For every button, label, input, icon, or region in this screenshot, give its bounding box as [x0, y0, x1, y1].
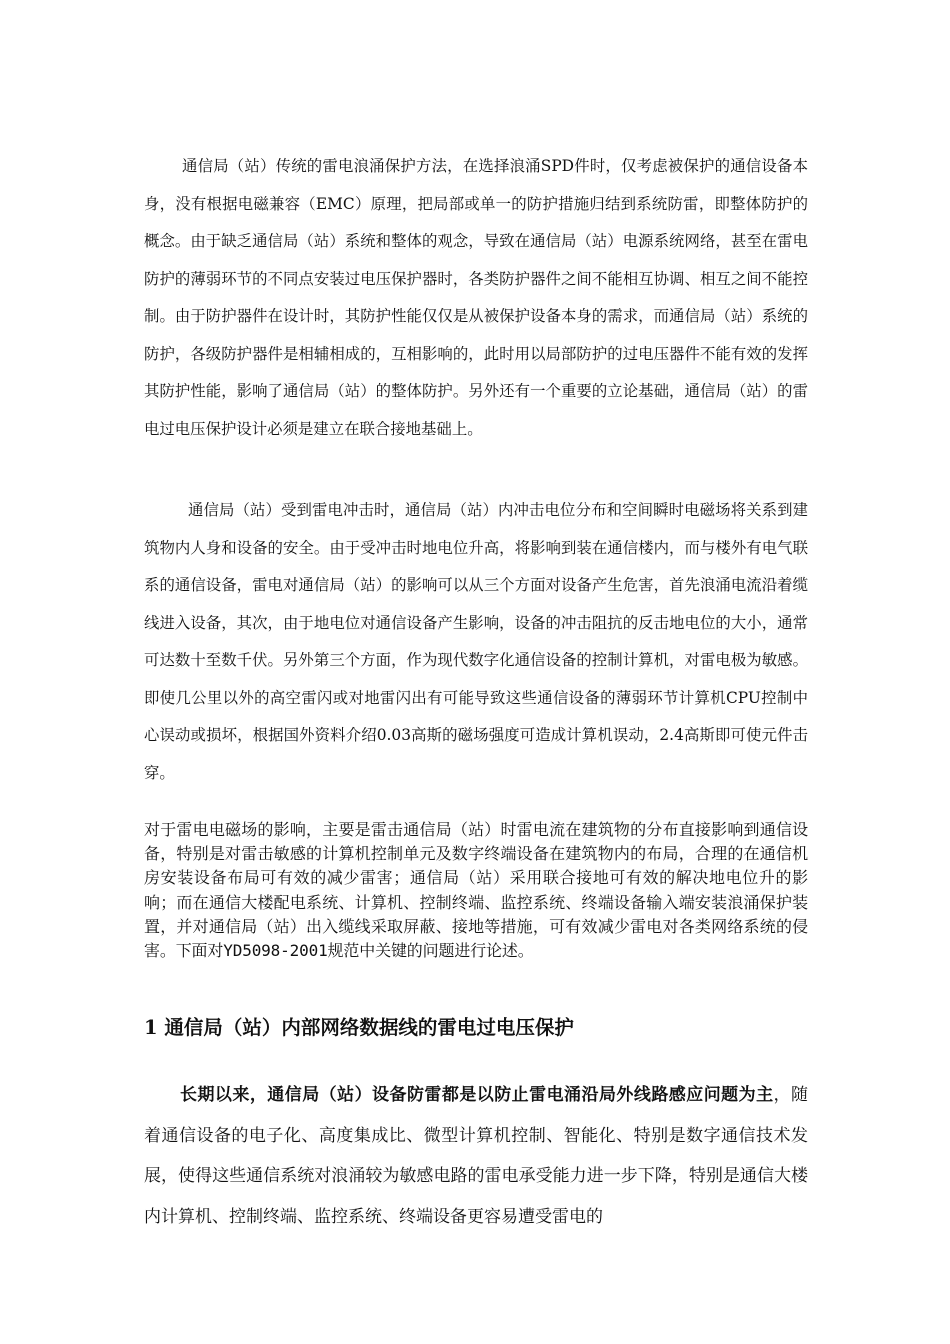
paragraph-lightning-impact: 通信局（站）受到雷电冲击时，通信局（站）内冲击电位分布和空间瞬时电磁场将关系到建筑物内人身和设备的安全。由于受冲击时地电位升高，将影响到装在通信楼内，而与楼外有电气联系的通信设备，雷电对通信局（站）的影响可以从三个方面对设备产生危害，首先浪涌电流沿着缆线进入设备，其次，由于地电位对通信设备产生影响，设备的冲击阻抗的反击地电位的大小，通常可达数十至数千伏。另外第三个方面，作为现代数字化通信设备的控制计算机，对雷电极为敏感。即使几公里以外的高空雷闪或对地雷闪出有可能导致这些通信设备的薄弱环节计算机CPU控制中心误动或损坏，根据国外资料介绍0.03高斯的磁场强度可造成计算机误动，2.4高斯即可使元件击穿。: [144, 501, 808, 782]
paragraph-electromagnetic-field: 对于雷电电磁场的影响，主要是雷击通信局（站）时雷电流在建筑物的分布直接影响到通信设备，特别是对雷击敏感的计算机控制单元及数字终端设备在建筑物内的布局，合理的在通信机房安装设备布局可有效的减少雷害；通信局（站）采用联合接地可有效的解决地电位升的影响；而在通信大楼配电系统、计算机、控制终端、监控系统、终端设备输入端安装浪涌保护装置，并对通信局（站）出入缆线采取屏蔽、接地等措施，可有效减少雷电对各类网络系统的侵害。下面对YD5098-2001规范中关键的问题进行论述。: [144, 820, 808, 961]
paragraph-lead-bold: 长期以来，通信局（站）设备防雷都是以防止雷电涌沿局外线路感应问题为主: [180, 1085, 774, 1105]
paragraph-traditional-protection: 通信局（站）传统的雷电浪涌保护方法，在选择浪涌SPD件时，仅考虑被保护的通信设备本身，没有根据电磁兼容（EMC）原理，把局部或单一的防护措施归结到系统防雷，即整体防护的概念。由于缺乏通信局（站）系统和整体的观念，导致在通信局（站）电源系统网络，甚至在雷电防护的薄弱环节的不同点安装过电压保护器时，各类防护器件之间不能相互协调、相互之间不能控制。由于防护器件在设计时，其防护性能仅仅是从被保护设备本身的需求，而通信局（站）系统的防护，各级防护器件是相辅相成的，互相影响的，此时用以局部防护的过电压器件不能有效的发挥其防护性能，影响了通信局（站）的整体防护。另外还有一个重要的立论基础，通信局（站）的雷电过电压保护设计必须是建立在联合接地基础上。: [144, 157, 808, 438]
paragraph-continuation: ，随着通信设备的电子化、高度集成比、微型计算机控制、智能化、特别是数字通信技术发展，使得这些通信系统对浪涌较为敏感电路的雷电承受能力进一步下降，特别是通信大楼内计算机、控制终端、监控系统、终端设备更容易遭受雷电的: [144, 1085, 809, 1227]
section-heading: 1 通信局（站）内部网络数据线的雷电过电压保护: [144, 1016, 574, 1039]
paragraph-data-line-protection: [144, 1075, 808, 1237]
